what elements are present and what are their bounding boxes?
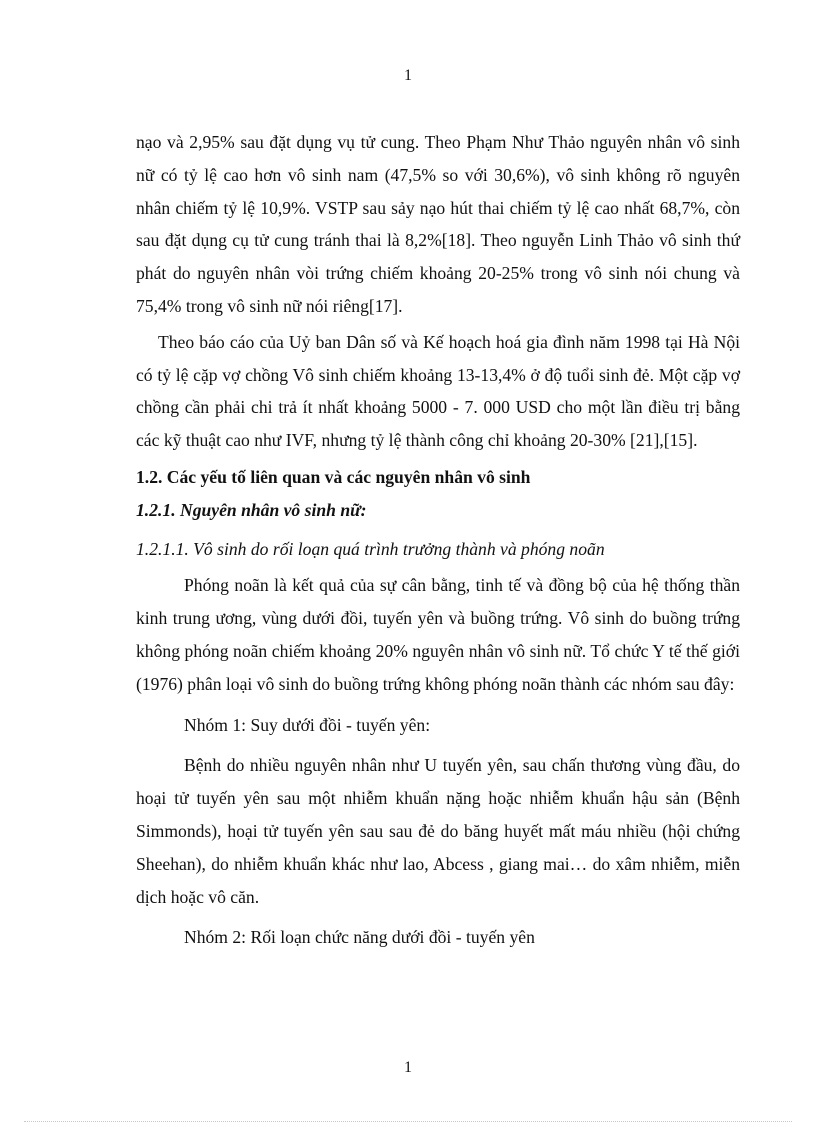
footer-page-number: 1 <box>404 1059 412 1076</box>
document-body <box>136 126 740 954</box>
section-heading-1-2-1-1: 1.2.1.1. Vô sinh do rối loạn quá trình trưởng thành và phóng noãn <box>136 538 605 559</box>
paragraph: Bệnh do nhiều nguyên nhân như U tuyến yên, sau chấn thương vùng đầu, do hoại tử tuyến yên sau một nhiễm khuẩn nặng hoặc nhiễm khuẩn hậu sản (Bệnh Simmonds), hoại tử tuyến yên sau sau đẻ do băng huyết mất máu nhiều (hội chứng Sheehan), do nhiễm khuẩn khác như lao, Abcess , giang mai… do xâm nhiễm, miễn dịch hoặc vô căn. <box>136 755 740 907</box>
group-2-label: Nhóm 2: Rối loạn chức năng dưới đồi - tuyến yên <box>184 927 535 948</box>
section-heading-1-2-1: 1.2.1. Nguyên nhân vô sinh nữ: <box>136 499 367 520</box>
paragraph: Theo báo cáo của Uỷ ban Dân số và Kế hoạch hoá gia đình năm 1998 tại Hà Nội có tỷ lệ cặp vợ chồng Vô sinh chiếm khoảng 13-13,4% ở độ tuổi sinh đẻ. Một cặp vợ chồng cần phải chi trả ít nhất khoảng 5000 - 7. 000 USD cho một lần điều trị bằng các kỹ thuật cao như IVF, nhưng tỷ lệ thành công chỉ khoảng 20-30% [21],[15]. <box>136 331 740 451</box>
paragraph: nạo và 2,95% sau đặt dụng vụ tử cung. Theo Phạm Như Thảo nguyên nhân vô sinh nữ có tỷ lệ cao hơn vô sinh nam (47,5% so với 30,6%), vô sinh không rõ nguyên nhân chiếm tỷ lệ 10,9%. VSTP sau sảy nạo hút thai chiếm tỷ lệ cao nhất 68,7%, còn sau đặt dụng cụ tử cung tránh thai là 8,2%[18]. Theo nguyễn Linh Thảo vô sinh thứ phát do nguyên nhân vòi trứng chiếm khoảng 20-25% trong vô sinh nói chung và 75,4% trong vô sinh nữ nói riêng[17]. <box>136 132 740 316</box>
paragraph: Phóng noãn là kết quả của sự cân bằng, tinh tế và đồng bộ của hệ thống thần kinh trung ương, vùng dưới đồi, tuyến yên và buồng trứng. Vô sinh do buồng trứng không phóng noãn chiếm khoảng 20% nguyên nhân vô sinh nữ. Tổ chức Y tế thế giới (1976) phân loại vô sinh do buồng trứng không phóng noãn thành các nhóm sau đây: <box>136 575 740 694</box>
group-1-label: Nhóm 1: Suy dưới đồi - tuyến yên: <box>184 714 431 735</box>
section-heading-1-2: 1.2. Các yếu tố liên quan và các nguyên nhân vô sinh <box>136 466 531 487</box>
header-page-number: 1 <box>404 67 412 84</box>
page-divider <box>24 1121 792 1122</box>
